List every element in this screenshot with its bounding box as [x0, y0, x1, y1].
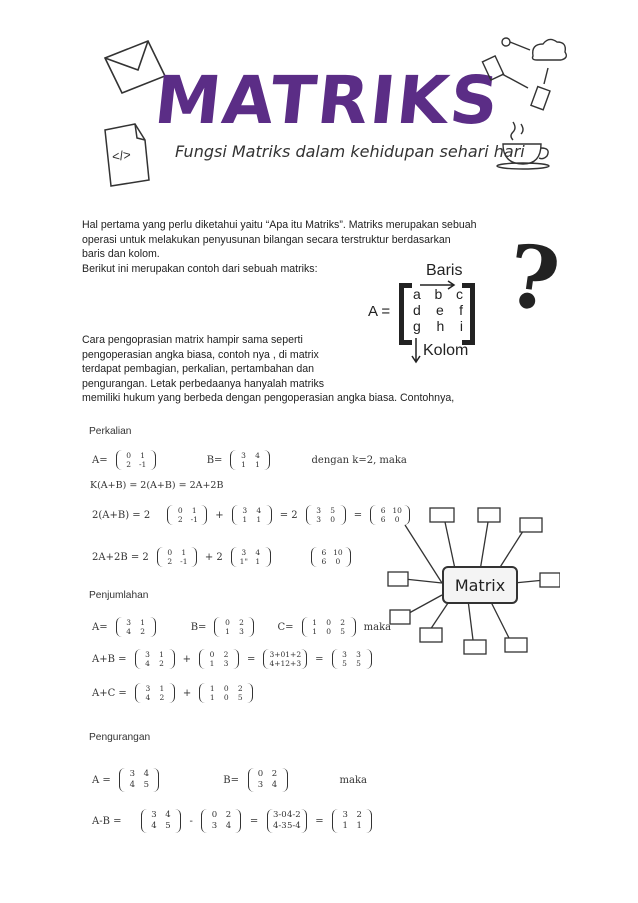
matrix-entry: 0 — [225, 618, 230, 627]
matrix-entry: 3-0 — [272, 810, 287, 820]
matrix-entry: 4 — [126, 627, 132, 636]
matrix-entry: 4+1 — [269, 659, 286, 668]
equals-sign: = — [315, 816, 324, 827]
matrix-entry: 1 — [140, 618, 146, 627]
matrix-entry: 3 — [257, 780, 264, 790]
matrix-entry: 0 — [326, 618, 331, 627]
matrix-entry: 0 — [223, 693, 229, 702]
matrix-entry: 2+3 — [285, 659, 302, 668]
matrix — [201, 809, 241, 833]
matrix-entry: 10 — [392, 506, 402, 515]
matrix-entry: 3 — [223, 659, 229, 668]
matrix-entry: 0 — [394, 515, 400, 524]
equals-sign: = 2 — [279, 509, 298, 521]
matrix-entry: 2 — [126, 460, 132, 469]
matrix-entry: 1 — [181, 548, 187, 557]
matrix-entry: b — [434, 286, 443, 302]
label: C= — [277, 621, 294, 633]
matrix-entry: 5 — [165, 821, 171, 831]
matrix-entry: 0 — [330, 515, 336, 524]
matrix — [263, 649, 307, 669]
matrix-entry: 4 — [165, 810, 171, 820]
matrix-entry: 3 — [316, 515, 322, 524]
matrix — [116, 450, 156, 470]
pengurangan-row-2 — [90, 809, 375, 833]
matrix-entry: -1 — [138, 460, 147, 469]
matrix — [141, 809, 181, 833]
matrix-entry: e — [436, 302, 444, 318]
matrix-entry: 0 — [223, 684, 229, 693]
matrix-entry: 4 — [129, 780, 135, 790]
matrix-entry: 4 — [256, 506, 262, 515]
matrix-entry: 2 — [225, 810, 232, 820]
matrix-entry: c — [456, 286, 463, 302]
label: B= — [206, 454, 223, 466]
perkalian-row-2 — [90, 505, 413, 525]
matrix-entry: 3 — [145, 684, 151, 693]
penjumlahan-row-3 — [90, 683, 256, 703]
matrix — [232, 505, 272, 525]
matrix-entry: 5-4 — [286, 821, 301, 831]
operation-line: Cara pengoprasian matrix hampir sama seperti — [82, 334, 303, 346]
intro-line: baris dan kolom. — [82, 248, 160, 261]
matrix — [311, 547, 351, 567]
matrix — [157, 547, 197, 567]
label: A = — [92, 775, 111, 786]
matrix-entry: 5 — [340, 627, 345, 636]
intro-line: operasi untuk melakukan penyusunan bilangan secara terstruktur berdasarkan — [82, 233, 451, 246]
matrix-entry: 1 — [159, 684, 165, 693]
matrix-entry: 1 — [312, 627, 317, 636]
matrix — [248, 768, 288, 792]
matrix-entry: 3 — [356, 650, 361, 659]
label: B= — [190, 621, 207, 633]
plus-sign: + 2 — [204, 551, 223, 563]
pengurangan-row-1 — [90, 768, 369, 792]
matrix-entry: 2 — [356, 810, 362, 820]
perkalian-row-1 — [90, 450, 409, 470]
operation-line: pengurangan. Letak perbedaanya hanyalah matriks — [82, 377, 325, 390]
plus-sign: + — [182, 687, 192, 699]
equals-sign: = — [247, 653, 256, 665]
matrix-entry: 1 — [242, 515, 248, 524]
matrix-entry: 3 — [151, 810, 157, 820]
matrix — [267, 809, 307, 833]
matrix — [116, 617, 156, 637]
matrix-entry: 3 — [145, 650, 150, 659]
matrix-entry: 3 — [241, 451, 246, 460]
plus-sign: + — [215, 509, 224, 521]
matrix-entry: a — [413, 286, 421, 302]
matrix-entry: 2 — [340, 618, 345, 627]
baris-label: Baris — [426, 262, 463, 279]
example-matrix — [413, 286, 463, 334]
matrix-entry: 3 — [211, 821, 218, 831]
matrix-entry: 4 — [255, 451, 260, 460]
matrix — [199, 649, 239, 669]
matrix-entry: 0 — [211, 810, 218, 820]
matrix-entry: 10 — [333, 548, 343, 557]
label: maka — [339, 775, 367, 786]
matrix-entry: 3 — [342, 650, 347, 659]
matrix-entry: 3+0 — [269, 650, 286, 659]
matrix-entry: -1 — [180, 557, 188, 566]
matrix-entry: 2 — [167, 557, 173, 566]
matrix-entry: 5 — [237, 693, 243, 702]
matrix-entry: g — [413, 318, 421, 334]
page-title: MATRIKS — [151, 62, 504, 139]
matrix-entry: 1 — [312, 618, 317, 627]
matrix-entry: 0 — [326, 627, 331, 636]
matrix-entry: 1 — [225, 627, 230, 636]
matrix-entry: 2 — [271, 769, 278, 779]
matrix-entry: 1 — [209, 693, 215, 702]
matrix-entry: 1 — [256, 515, 262, 524]
label: 2(A+B) = 2 — [92, 509, 151, 521]
matrix-entry: 4 — [143, 769, 149, 779]
matrix-entry: 1 — [209, 659, 215, 668]
perkalian-row-3 — [90, 547, 354, 567]
matrix — [167, 505, 207, 525]
cloud-network-icon — [478, 28, 568, 118]
matrix-entry: 5 — [143, 780, 149, 790]
matrix-entry: 0 — [167, 548, 173, 557]
matrix-entry: 2 — [177, 515, 183, 524]
matrix-entry: 3 — [241, 548, 247, 557]
page-subtitle: Fungsi Matriks dalam kehidupan sehari hari — [175, 142, 525, 161]
matrix — [119, 768, 159, 792]
label: A-B = — [92, 816, 122, 827]
matrix-entry: 1 — [255, 557, 261, 566]
matrix-entry: 1 — [159, 650, 164, 659]
label: maka — [363, 621, 392, 633]
matrix-entry: 2 — [237, 684, 243, 693]
matrix — [332, 649, 372, 669]
matrix-entry: 5 — [330, 506, 336, 515]
equals-sign: = — [315, 653, 324, 665]
operation-paragraph — [82, 333, 522, 406]
penjumlahan-row-2 — [90, 649, 375, 669]
code-symbol: </> — [111, 146, 132, 165]
matrix-entry: 4 — [271, 780, 278, 790]
matrix-entry: 3 — [129, 769, 135, 779]
matrix-entry: 4 — [225, 821, 232, 831]
label: A+B = — [92, 653, 127, 665]
penjumlahan-row-1 — [90, 617, 393, 637]
equals-sign: = — [353, 509, 363, 521]
matrix-entry: 6 — [380, 506, 386, 515]
matrix-entry: 6 — [380, 515, 386, 524]
matrix-entry: 0 — [209, 650, 215, 659]
section-penjumlahan: Penjumlahan — [89, 590, 149, 601]
matrix — [306, 505, 346, 525]
matrix-entry: 2 — [223, 650, 229, 659]
matrix-entry: 5 — [342, 659, 347, 668]
matrix-entry: 0 — [177, 506, 183, 515]
matrix-entry: 2 — [159, 693, 165, 702]
kolom-label: Kolom — [423, 342, 469, 359]
matrix — [135, 649, 175, 669]
matrix-entry: 1+2 — [285, 650, 302, 659]
label: A+C = — [92, 687, 127, 699]
matrix-entry: 3 — [239, 627, 244, 636]
matrix-entry: f — [459, 302, 463, 318]
matrix-entry: 1 — [241, 460, 246, 469]
question-mark-icon: ? — [501, 224, 566, 333]
matrix-entry: 2 — [140, 627, 146, 636]
matrix-entry: 1 — [255, 460, 260, 469]
matrix-entry: 1 — [342, 821, 348, 831]
matrix-entry: 4-2 — [286, 810, 301, 820]
matrix-entry: 3 — [316, 506, 322, 515]
matrix-entry: h — [436, 318, 445, 334]
section-pengurangan: Pengurangan — [89, 732, 151, 743]
intro-line: Berikut ini merupakan contoh dari sebuah matriks: — [82, 262, 318, 275]
label: A= — [92, 621, 108, 633]
matrix-entry: 0 — [257, 769, 264, 779]
matrix — [135, 683, 175, 703]
label: A= — [92, 454, 108, 466]
matrix — [230, 450, 270, 470]
matrix-entry: 4 — [255, 548, 261, 557]
matrix-entry: i — [459, 318, 463, 334]
matrix-entry: 2 — [159, 659, 164, 668]
operation-line: memiliki hukum yang berbeda dengan pengoperasian angka biasa. Contohnya, — [82, 392, 455, 405]
coffee-cup-icon — [495, 120, 555, 170]
matrix-entry: 0 — [335, 557, 341, 566]
matrix — [214, 617, 254, 637]
matrix-entry: -1 — [190, 515, 198, 524]
plus-sign: + — [182, 653, 191, 665]
matrix-entry: 4 — [145, 659, 150, 668]
intro-line: Hal pertama yang perlu diketahui yaitu “Apa itu Matriks”. Matriks merupakan sebuah — [82, 219, 477, 231]
mindmap-center: Matrix — [442, 566, 518, 604]
matrix-entry: 0 — [126, 451, 132, 460]
section-perkalian: Perkalian — [89, 426, 132, 437]
perkalian-rule: K(A+B) = 2(A+B) = 2A+2B — [90, 480, 224, 491]
matrix-entry: 5 — [356, 659, 361, 668]
operation-line: terdapat pembagian, perkalian, pertambahan dan — [82, 363, 315, 376]
matrix-entry: 1 — [191, 506, 197, 515]
matrix-entry: 1 — [140, 451, 146, 460]
equals-sign: = — [249, 816, 259, 827]
matrix-entry: 4 — [151, 821, 157, 831]
matrix-entry: 6 — [321, 548, 327, 557]
matrix-entry: 2 — [239, 618, 244, 627]
matrix — [332, 809, 372, 833]
matrix-entry: 4 — [145, 693, 151, 702]
matrix-entry: d — [413, 302, 421, 318]
matrix-entry: 6 — [321, 557, 327, 566]
matrix-lhs: A = — [368, 303, 391, 320]
note: dengan k=2, maka — [311, 454, 407, 466]
matrix-entry: 3 — [242, 506, 248, 515]
minus-sign: - — [189, 816, 193, 827]
matrix-entry: 1" — [239, 557, 248, 566]
matrix — [199, 683, 253, 703]
matrix-entry: 1 — [356, 821, 362, 831]
operation-line: pengoperasian angka biasa, contoh nya , di matrix — [82, 348, 319, 361]
matrix-entry: 1 — [209, 684, 215, 693]
matrix-entry: 3 — [342, 810, 348, 820]
label: 2A+2B = 2 — [92, 551, 149, 563]
matrix-entry: 3 — [126, 618, 132, 627]
label: B= — [223, 775, 240, 786]
matrix — [302, 617, 356, 637]
matrix-entry: 4-3 — [272, 821, 287, 831]
matrix — [231, 547, 271, 567]
